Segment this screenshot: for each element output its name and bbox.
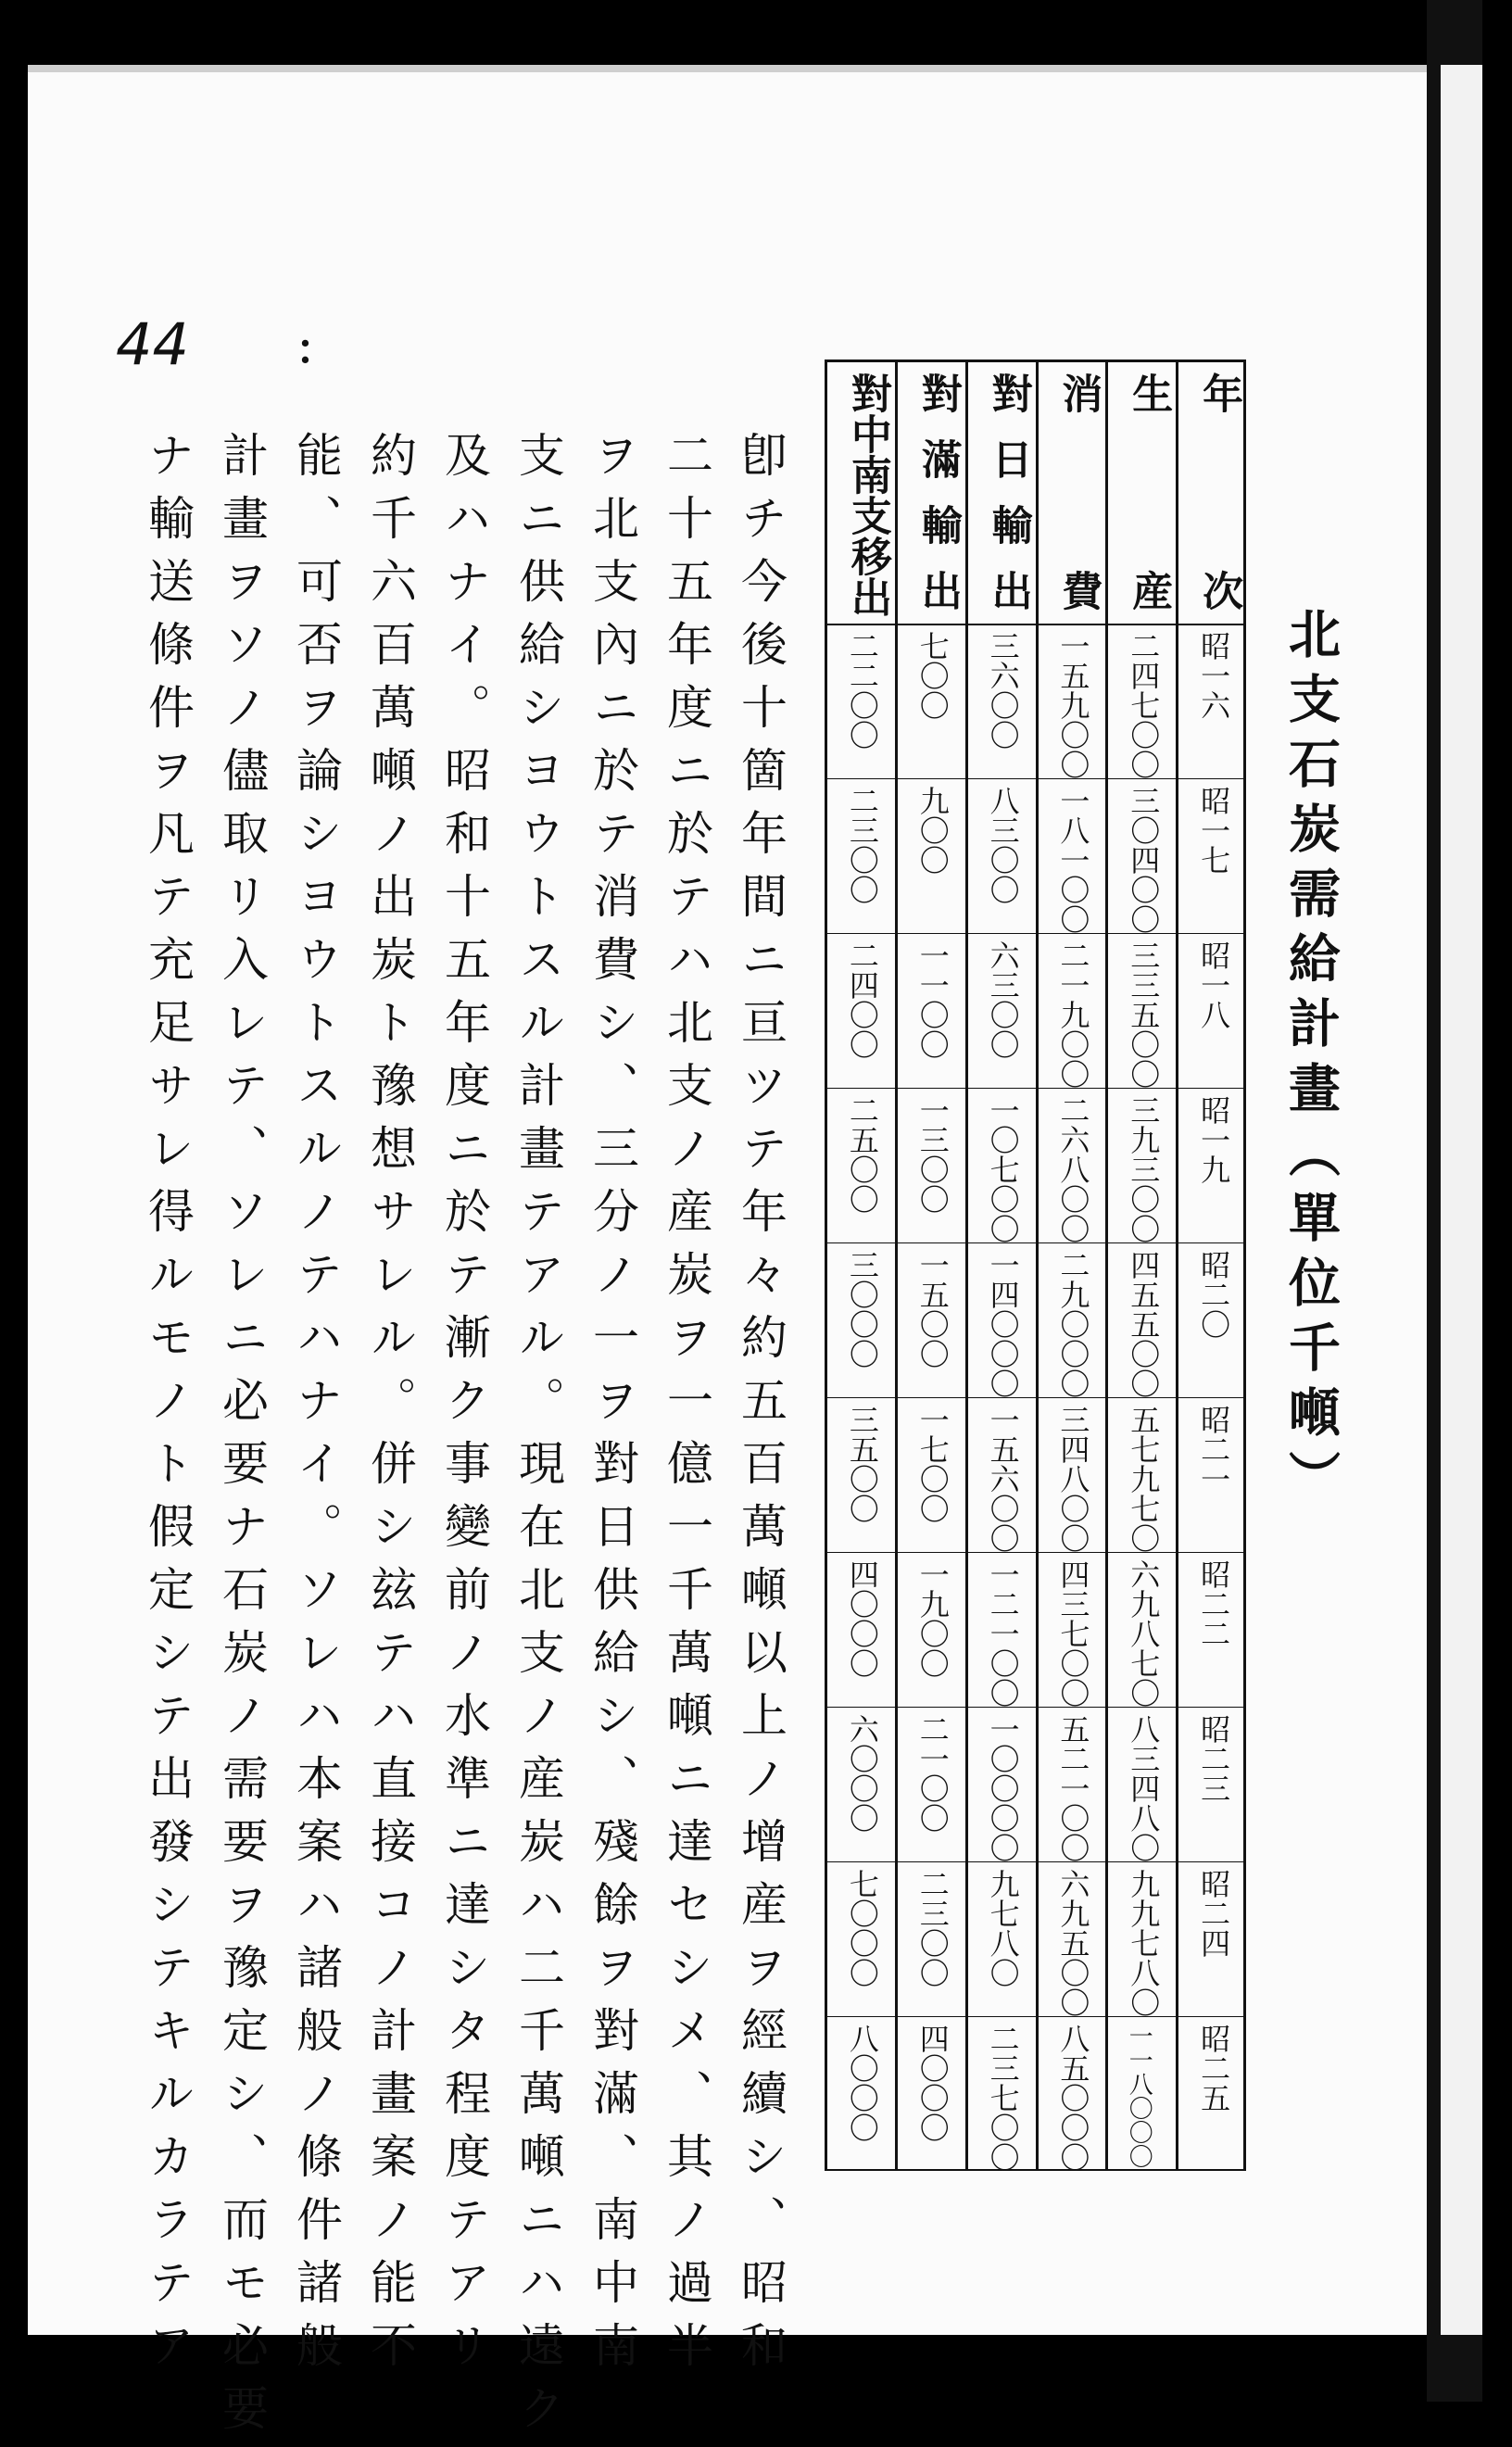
table-cell-consumption: 一八一〇〇 bbox=[1055, 786, 1091, 934]
table-row-divider bbox=[825, 1242, 1246, 1243]
table-header-export-japan: 對日輸出 bbox=[984, 372, 1032, 611]
table-header-export-manchuria: 對滿輸出 bbox=[914, 372, 962, 611]
table-column-divider bbox=[895, 359, 898, 2171]
table-cell-export-manchuria: 二一〇〇 bbox=[914, 1714, 951, 1833]
table-cell-consumption: 二九〇〇〇 bbox=[1055, 1250, 1091, 1398]
table-cell-export-japan: 三六〇〇 bbox=[985, 631, 1021, 750]
table-cell-export-manchuria: 四〇〇〇 bbox=[914, 2024, 951, 2142]
coal-supply-demand-table bbox=[825, 359, 1246, 2171]
table-cell-export-japan: 九七八〇 bbox=[985, 1869, 1021, 1987]
table-title: 北支石炭需給計畫（單位千噸） bbox=[1280, 607, 1342, 1515]
table-cell-consumption: 四三七〇〇 bbox=[1055, 1559, 1091, 1708]
table-cell-consumption: 二一九〇〇 bbox=[1055, 940, 1091, 1089]
body-text-column: 計畫ヲソノ儘取リ入レテ、ソレニ必要ナ石炭ノ需要ヲ豫定シ、而モ必要 bbox=[215, 431, 269, 2447]
table-cell-consumption: 六九五〇〇 bbox=[1055, 1869, 1091, 2017]
table-cell-export-japan: 一二一〇〇 bbox=[985, 1559, 1021, 1708]
body-text-column: 及ハナイ。昭和十五年度ニ於テ漸ク事變前ノ水準ニ達シタ程度テアリ bbox=[437, 431, 491, 2384]
table-cell-export-japan: 一〇〇〇〇 bbox=[985, 1714, 1021, 1862]
table-cell-consumption: 二六八〇〇 bbox=[1055, 1095, 1091, 1243]
body-text-column: 能、可否ヲ論シヨウトスルノテハナイ。ソレハ本案ハ諸般ノ條件諸般 bbox=[289, 431, 343, 2384]
table-header-year: 年次 bbox=[1195, 372, 1243, 611]
table-cell-export-manchuria: 一三〇〇 bbox=[914, 1095, 951, 1214]
table-cell-consumption: 五二一〇〇 bbox=[1055, 1714, 1091, 1862]
table-cell-production: 五七九七〇 bbox=[1126, 1405, 1162, 1553]
table-cell-export-central-south: 二三〇〇 bbox=[844, 786, 880, 904]
table-column-divider bbox=[965, 359, 968, 2171]
table-row-divider bbox=[825, 1861, 1246, 1862]
table-cell-year: 昭二三 bbox=[1196, 1714, 1232, 1803]
table-cell-export-manchuria: 一五〇〇 bbox=[914, 1250, 951, 1369]
table-row-divider bbox=[825, 778, 1246, 779]
table-cell-export-central-south: 二四〇〇 bbox=[844, 940, 880, 1059]
table-column-divider bbox=[825, 359, 827, 2171]
table-cell-export-central-south: 四〇〇〇 bbox=[844, 1559, 880, 1678]
table-cell-consumption: 八五〇〇〇 bbox=[1055, 2024, 1091, 2172]
table-cell-export-japan: 二三七〇〇 bbox=[985, 2024, 1021, 2172]
body-text-column: 支ニ供給シヨウトスル計畫テアル。現在北支ノ産炭ハ二千萬噸ニハ遠ク bbox=[511, 431, 565, 2447]
table-row-divider bbox=[825, 1707, 1246, 1708]
table-cell-export-central-south: 二二〇〇 bbox=[844, 631, 880, 750]
body-text-column: ヲ北支內ニ於テ消費シ、三分ノ一ヲ對日供給シ、殘餘ヲ對滿、南中南 bbox=[586, 431, 639, 2384]
table-cell-export-central-south: 二五〇〇 bbox=[844, 1095, 880, 1214]
table-cell-year: 昭二一 bbox=[1196, 1405, 1232, 1494]
body-text-column: ナ輸送條件ヲ凡テ充足サレ得ルモノト假定シテ出發シテキルカラテア bbox=[141, 431, 195, 2384]
table-cell-export-japan: 一〇七〇〇 bbox=[985, 1095, 1021, 1243]
table-cell-export-manchuria: 二三〇〇 bbox=[914, 1869, 951, 1987]
table-cell-production: 六九八七〇 bbox=[1126, 1559, 1162, 1708]
table-cell-production: 三〇四〇〇 bbox=[1126, 786, 1162, 934]
table-column-divider bbox=[1243, 359, 1246, 2171]
table-cell-export-japan: 一五六〇〇 bbox=[985, 1405, 1021, 1553]
table-row-divider bbox=[825, 1088, 1246, 1089]
table-cell-production: 二四七〇〇 bbox=[1126, 631, 1162, 779]
table-cell-production: 一一八〇〇〇 bbox=[1125, 2024, 1153, 2168]
table-cell-export-japan: 一四〇〇〇 bbox=[985, 1250, 1021, 1398]
table-cell-export-japan: 八三〇〇 bbox=[985, 786, 1021, 904]
margin-mark: : bbox=[296, 315, 314, 375]
table-cell-export-manchuria: 七〇〇 bbox=[914, 631, 951, 720]
table-cell-year: 昭二〇 bbox=[1196, 1250, 1232, 1339]
table-column-divider bbox=[1036, 359, 1039, 2171]
table-cell-year: 昭一九 bbox=[1196, 1095, 1232, 1184]
table-column-divider bbox=[1105, 359, 1108, 2171]
table-cell-year: 昭二四 bbox=[1196, 1869, 1232, 1958]
table-cell-export-japan: 六三〇〇 bbox=[985, 940, 1021, 1059]
body-text-column: 二十五年度ニ於テハ北支ノ産炭ヲ一億一千萬噸ニ達セシメ、其ノ過半 bbox=[660, 431, 713, 2384]
table-cell-production: 三三五〇〇 bbox=[1126, 940, 1162, 1089]
table-cell-production: 四五五〇〇 bbox=[1126, 1250, 1162, 1398]
table-cell-export-manchuria: 一一〇〇 bbox=[914, 940, 951, 1059]
table-cell-year: 昭一六 bbox=[1196, 631, 1232, 720]
table-cell-export-manchuria: 九〇〇 bbox=[914, 786, 951, 875]
table-cell-year: 昭一七 bbox=[1196, 786, 1232, 875]
table-row-divider bbox=[825, 1397, 1246, 1398]
table-cell-production: 八三四八〇 bbox=[1126, 1714, 1162, 1862]
table-cell-export-central-south: 三〇〇〇 bbox=[844, 1250, 880, 1369]
table-cell-export-central-south: 六〇〇〇 bbox=[844, 1714, 880, 1833]
adjacent-page-edge bbox=[1441, 65, 1482, 2335]
table-cell-consumption: 一五九〇〇 bbox=[1055, 631, 1091, 779]
body-text-column: 卽チ今後十箇年間ニ亘ツテ年々約五百萬噸以上ノ增産ヲ經續シ、昭和 bbox=[734, 431, 788, 2384]
page-number: 44 bbox=[116, 310, 189, 378]
table-row-divider bbox=[825, 2016, 1246, 2017]
table-cell-consumption: 三四八〇〇 bbox=[1055, 1405, 1091, 1553]
table-cell-export-central-south: 八〇〇〇 bbox=[844, 2024, 880, 2142]
table-cell-export-manchuria: 一九〇〇 bbox=[914, 1559, 951, 1678]
table-cell-production: 三九三〇〇 bbox=[1126, 1095, 1162, 1243]
table-cell-year: 昭二二 bbox=[1196, 1559, 1232, 1648]
document-page bbox=[28, 65, 1427, 2447]
table-row-divider bbox=[825, 933, 1246, 934]
body-text-column: 約千六百萬噸ノ出炭ト豫想サレル。併シ玆テハ直接コノ計畫案ノ能不 bbox=[363, 431, 417, 2384]
table-cell-year: 昭二五 bbox=[1196, 2024, 1232, 2113]
table-row-divider bbox=[825, 1552, 1246, 1553]
table-header-export-central-south: 對中南支移出 bbox=[843, 372, 891, 617]
table-column-divider bbox=[1176, 359, 1178, 2171]
table-cell-export-central-south: 三五〇〇 bbox=[844, 1405, 880, 1523]
table-cell-year: 昭一八 bbox=[1196, 940, 1232, 1029]
table-header-consumption: 消費 bbox=[1054, 372, 1102, 611]
table-cell-export-manchuria: 一七〇〇 bbox=[914, 1405, 951, 1523]
table-cell-production: 九九七八〇 bbox=[1126, 1869, 1162, 2017]
table-header-production: 生産 bbox=[1125, 372, 1173, 611]
table-cell-export-central-south: 七〇〇〇 bbox=[844, 1869, 880, 1987]
